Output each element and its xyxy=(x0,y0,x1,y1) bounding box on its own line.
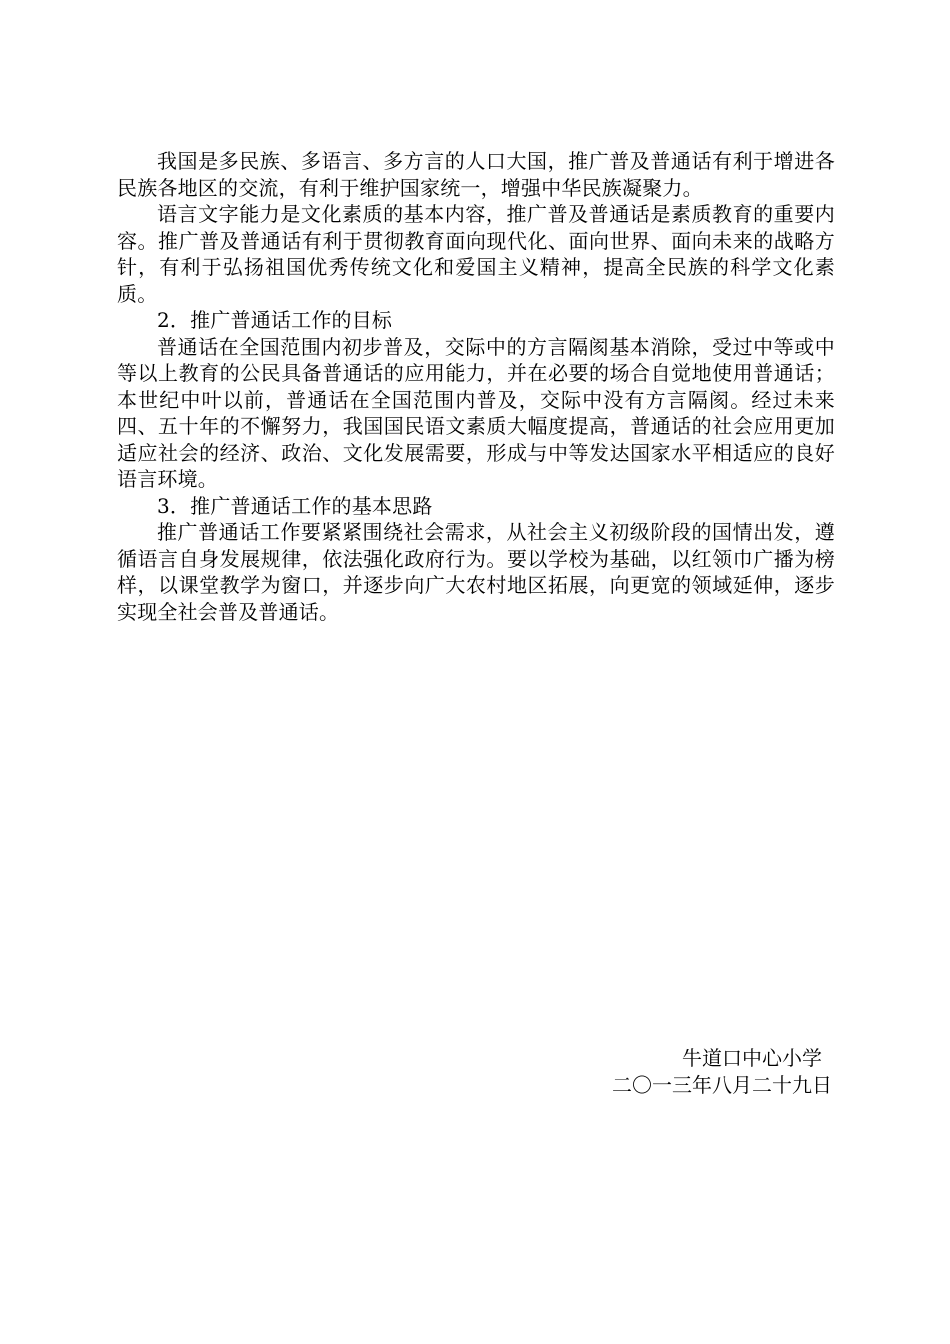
section-heading-approach: 3．推广普通话工作的基本思路 xyxy=(157,493,433,518)
document-body xyxy=(117,148,835,625)
signature-organization: 牛道口中心小学 xyxy=(682,1046,822,1070)
paragraph-goals: 普通话在全国范围内初步普及，交际中的方言隔阂基本消除，受过中等或中等以上教育的公民具备普通话的应用能力，并在必要的场合自觉地使用普通话；本世纪中叶以前，普通话在全国范围内普及，交际中没有方言隔阂。经过未来四、五十年的不懈努力，我国国民语文素质大幅度提高，普通话的社会应用更加适应社会的经济、政治、文化发展需要，形成与中等发达国家水平相适应的良好语言环境。 xyxy=(117,334,835,491)
section-heading-goals: 2．推广普通话工作的目标 xyxy=(157,308,393,332)
paragraph-unity: 我国是多民族、多语言、多方言的人口大国，推广普及普通话有利于增进各民族各地区的交流，有利于维护国家统一，增强中华民族凝聚力。 xyxy=(117,149,835,200)
signature-block xyxy=(612,1045,832,1099)
paragraph-education: 语言文字能力是文化素质的基本内容，推广普及普通话是素质教育的重要内容。推广普及普通话有利于贯彻教育面向现代化、面向世界、面向未来的战略方针，有利于弘扬祖国优秀传统文化和爱国主义精神，提高全民族的科学文化素质。 xyxy=(117,202,835,306)
paragraph-approach: 推广普通话工作要紧紧围绕社会需求，从社会主义初级阶段的国情出发，遵循语言自身发展规律，依法强化政府行为。要以学校为基础，以红领巾广播为榜样，以课堂教学为窗口，并逐步向广大农村地区拓展，向更宽的领域延伸，逐步实现全社会普及普通话。 xyxy=(117,520,835,624)
signature-date: 二〇一三年八月二十九日 xyxy=(612,1073,832,1097)
